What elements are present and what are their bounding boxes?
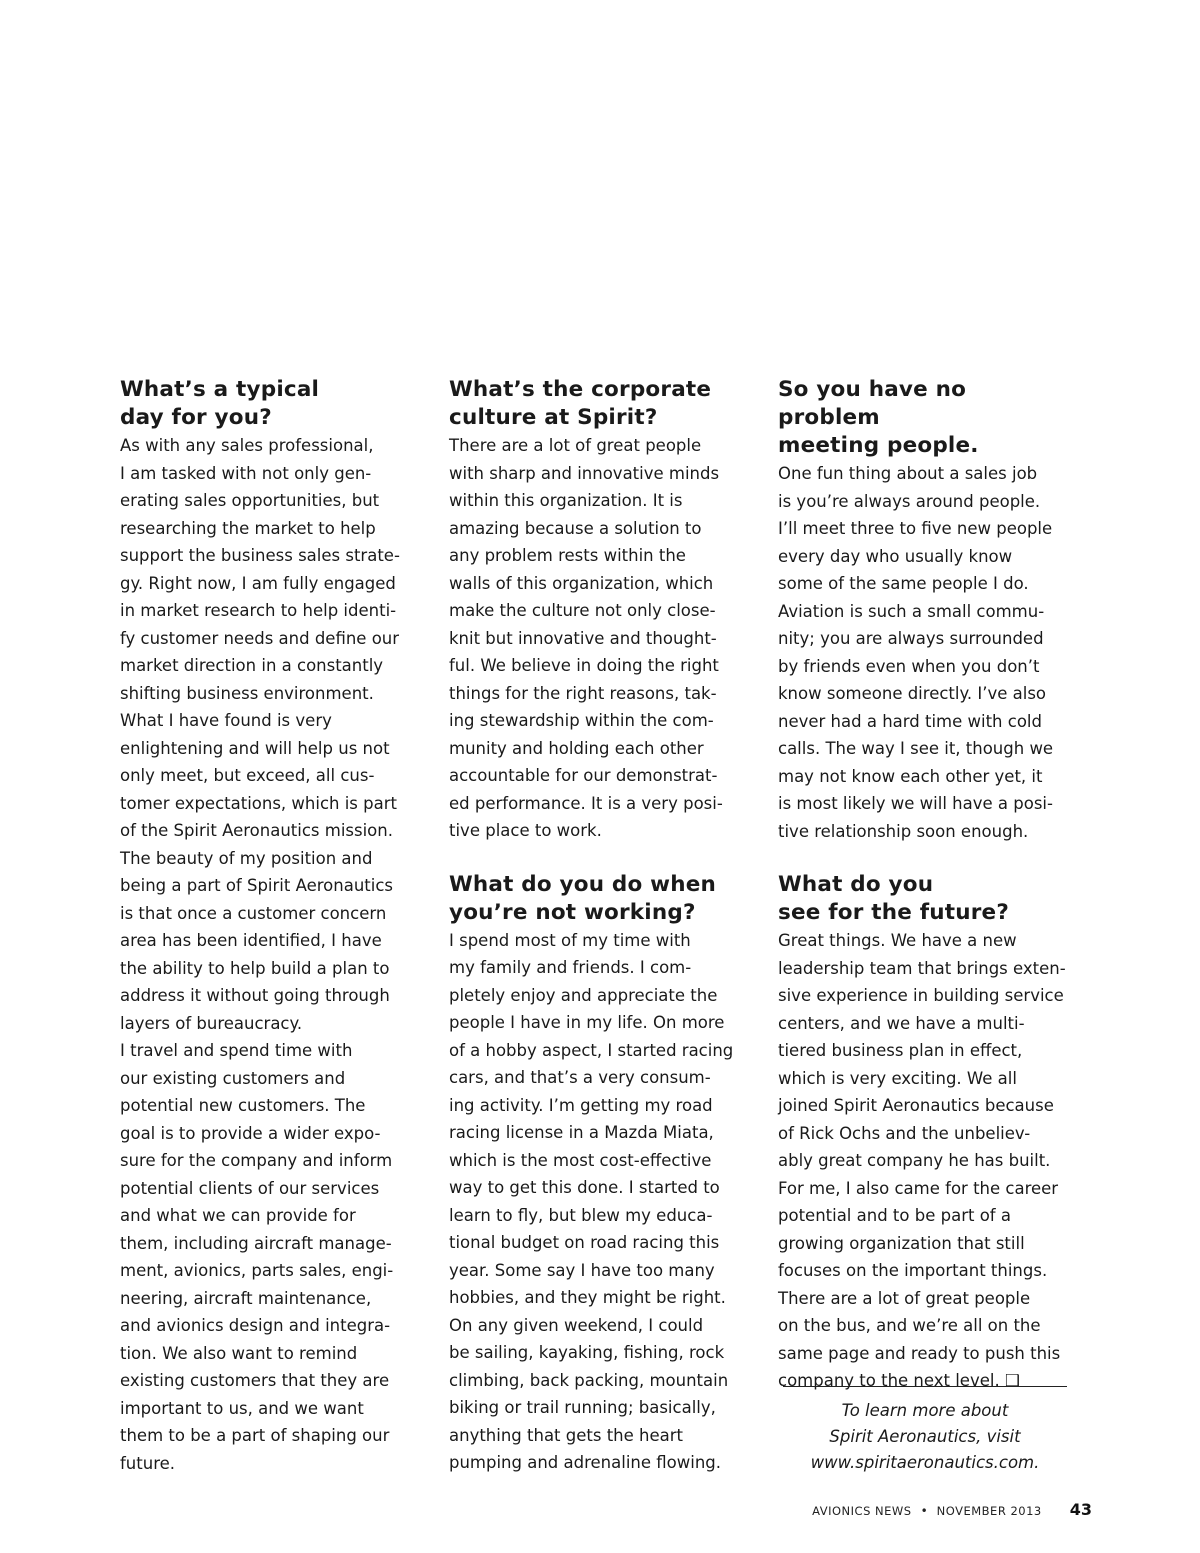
body-paragraph: One fun thing about a sales job is you’re always around people. I’ll meet three to five new people every day who usually know some of the same people I do. Aviation is such a small commu- nity; you are always surrounded by friends even when you don’t know someone directly. I’ve also never had a hard time with cold calls. The way I see it, though we may not know each other yet, it is most likely we will have a posi- tive relationship soon enough. xyxy=(778,464,1054,841)
section-heading-not-working: What do you do when you’re not working? xyxy=(449,871,717,925)
section-spacer xyxy=(778,845,1070,871)
section-heading-future: What do you see for the future? xyxy=(778,872,1010,925)
section-heading-corporate-culture: What’s the corporate culture at Spirit? xyxy=(449,377,712,430)
issue-date: NOVEMBER 2013 xyxy=(936,1504,1042,1518)
body-paragraph: What I have found is very enlightening and will help us not only meet, but exceed, all cus- tomer expectations, which is part of the Spirit Aeronautics mission. The beauty of my position and being a part of Spirit Aeronautics is that once a customer concern area has been identified, I have the ability to help build a plan to address it without going through layers of bureaucracy. xyxy=(120,711,397,1033)
page-number: 43 xyxy=(1069,1500,1092,1519)
article-column-1 xyxy=(120,376,410,1477)
body-paragraph: I travel and spend time with our existing customers and potential new customers. The goal is to provide a wider expo- sure for the company and inform potential clients of our services and what we can provide for them, including aircraft manage- ment, avionics, parts sales, engi- neering, aircraft maintenance, and avionics design and integra- tion. We also want to remind existing customers that they are important to us, and we want them to be a part of shaping our future. xyxy=(120,1041,394,1473)
page-footer xyxy=(812,1500,1092,1519)
body-paragraph: There are a lot of great people with sharp and innovative minds within this organization. It is amazing because a solution to any problem rests within the walls of this organization, which make the culture not only close- knit but innovative and thought- ful. We believe in doing the right things for the right reasons, tak- ing stewardship within the com- munity and holding each other accountable for our demonstrat- ed performance. It is a very posi- tive place to work. xyxy=(449,436,723,840)
body-paragraph: As with any sales professional, I am tasked with not only gen- erating sales opportunities, but researching the market to help support the business sales strate- gy. Right now, I am fully engaged in market research to help identi- fy customer needs and define our market direction in a constantly shifting business environment. xyxy=(120,436,400,703)
publication-name: AVIONICS NEWS xyxy=(812,1504,912,1518)
section-heading-typical-day: What’s a typical day for you? xyxy=(120,377,320,430)
website-credit: To learn more about Spirit Aeronautics, visit www.spiritaeronautics.com. xyxy=(810,1401,1040,1472)
credit-divider xyxy=(783,1386,1067,1387)
body-paragraph: I spend most of my time with my family and friends. I com- pletely enjoy and appreciate the people I have in my life. On more of a hobby aspect, I started racing cars, and that’s a very consum- ing activity. I’m getting my road racing license in a Mazda Miata, which is the most cost-effective way to get this done. I started to learn to fly, but blew my educa- tional budget on road racing this year. Some say I have too many hobbies, and they might be right. On any given weekend, I could be sailing, kayaking, fishing, rock climbing, back packing, mountain biking or trail running; basically, anything that gets the heart pumping and adrenaline flowing. xyxy=(449,930,734,1472)
article-column-2 xyxy=(449,376,739,1477)
article-column-3 xyxy=(778,376,1070,1395)
body-paragraph: Great things. We have a new leadership team that brings exten- sive experience in building service centers, and we have a multi- tiered business plan in effect, which is very exciting. We all joined Spirit Aeronautics because of Rick Ochs and the unbeliev- ably great company he has built. For me, I also came for the career potential and to be part of a growing organization that still focuses on the important things. There are a lot of great people on the bus, and we’re all on the same page and ready to push this company to the next level. ❑ xyxy=(778,931,1066,1390)
section-heading-meeting-people: So you have no problem meeting people. xyxy=(778,377,979,458)
footer-bullet: • xyxy=(920,1504,928,1518)
section-spacer xyxy=(449,845,739,871)
